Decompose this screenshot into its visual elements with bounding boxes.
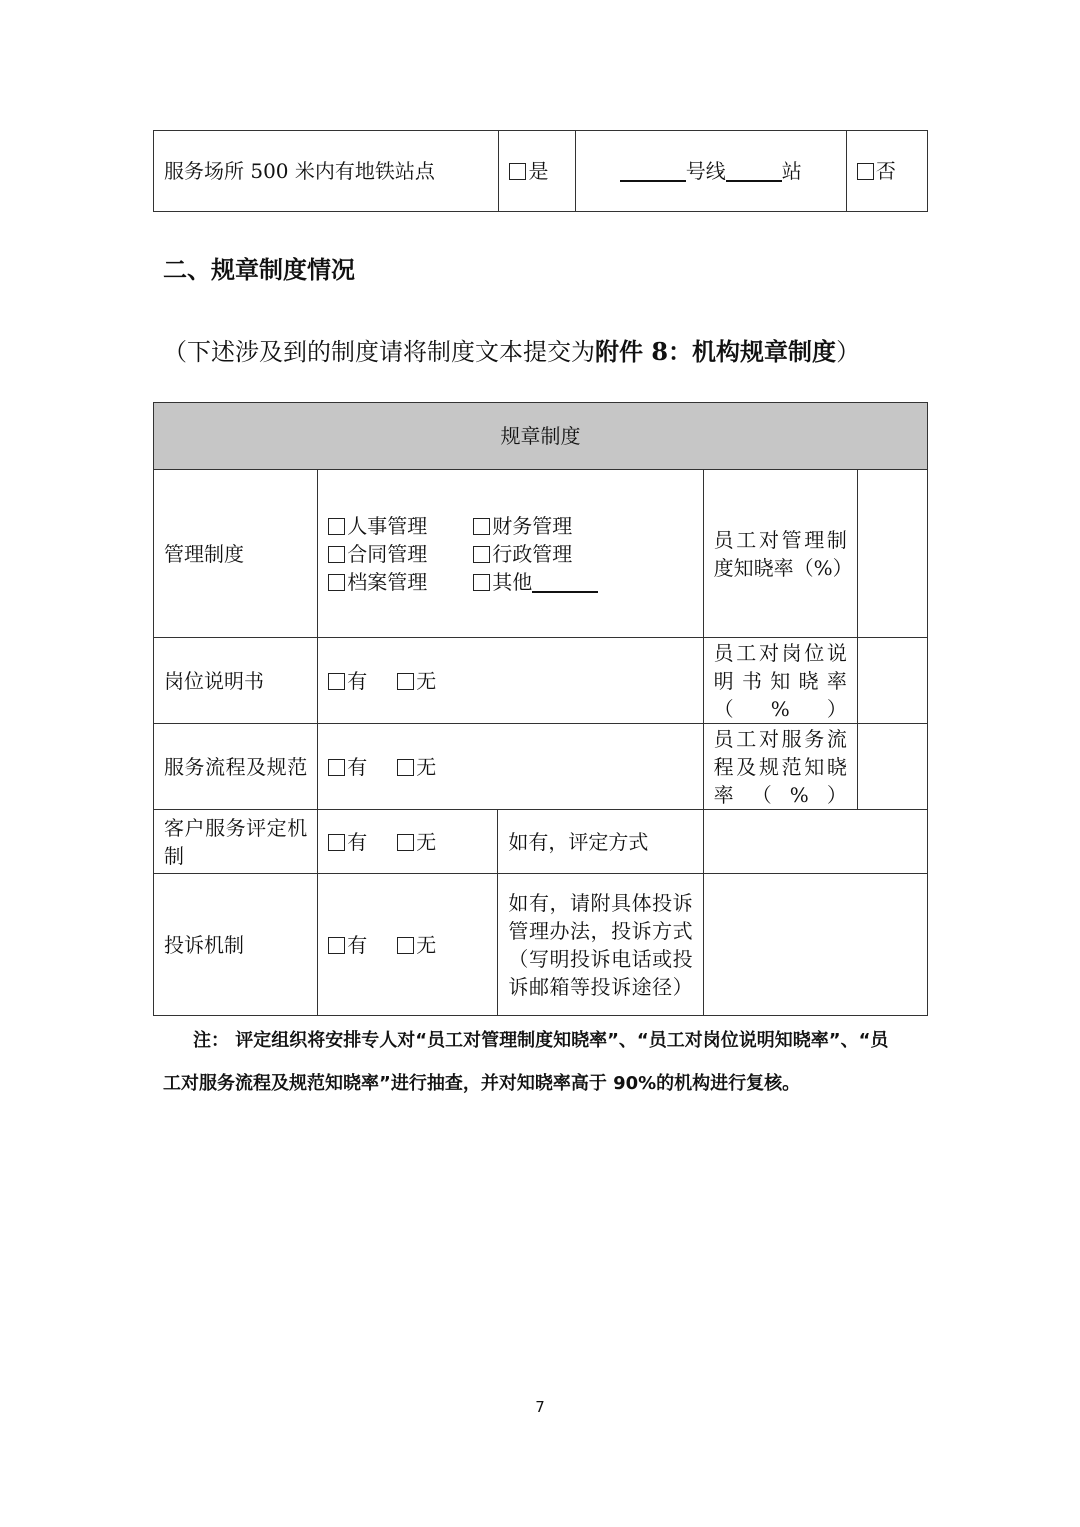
note-prefix: （下述涉及到的制度请将制度文本提交为 [163,338,595,366]
metro-table [153,130,928,212]
yes-label: 有 [347,754,368,779]
process-no-checkbox[interactable] [397,759,414,776]
post-awareness-value[interactable] [857,638,927,724]
mgmt-awareness-label: 员工对管理制度知晓率（%） [703,470,857,638]
metro-line-station-cell [575,131,846,212]
checkbox[interactable] [473,518,490,535]
metro-yes-checkbox[interactable] [509,163,526,180]
evaluation-detail: 如有，评定方式 [498,810,703,874]
complaint-label: 投诉机制 [154,874,318,1016]
line-suffix: 号线 [685,159,726,183]
evaluation-yes-checkbox[interactable] [328,834,345,851]
post-label: 岗位说明书 [154,638,318,724]
evaluation-method-input[interactable] [703,810,927,874]
mgmt-option[interactable] [328,568,473,596]
complaint-options [318,874,498,1016]
table-header: 规章制度 [154,403,928,470]
post-options [318,638,703,724]
note-attachment: 附件 8：机构规章制度 [595,337,837,366]
other-input[interactable] [532,571,598,593]
evaluation-options [318,810,498,874]
complaint-yes-checkbox[interactable] [328,937,345,954]
option-label: 合同管理 [347,541,428,566]
mgmt-option[interactable] [473,512,603,540]
mgmt-option[interactable] [473,568,603,596]
metro-no-cell [846,131,927,212]
checkbox[interactable] [328,574,345,591]
option-label: 档案管理 [347,569,428,594]
footnote-line-1: 注： 评定组织将安排专人对“员工对管理制度知晓率”、“员工对岗位说明知晓率”、“员 [193,1030,889,1051]
metro-label: 服务场所 500 米内有地铁站点 [154,131,499,212]
complaint-detail: 如有，请附具体投诉管理办法，投诉方式（写明投诉电话或投诉邮箱等投诉途径） [498,874,703,1016]
station-suffix: 站 [781,159,802,183]
process-options [318,724,703,810]
metro-yes-cell [499,131,575,212]
post-awareness-label: 员工对岗位说明书知晓率（%） [703,638,857,724]
metro-no-checkbox[interactable] [857,163,874,180]
line-number-input[interactable] [620,160,686,182]
mgmt-option[interactable] [328,540,473,568]
process-awareness-value[interactable] [857,724,927,810]
page-number: 7 [535,1398,545,1416]
yes-label: 有 [347,829,368,854]
evaluation-label: 客户服务评定机制 [154,810,318,874]
checkbox[interactable] [473,546,490,563]
post-no-checkbox[interactable] [397,673,414,690]
option-label: 其他 [492,569,533,594]
complaint-method-input[interactable] [703,874,927,1016]
checkbox[interactable] [473,574,490,591]
yes-label: 有 [347,668,368,693]
metro-yes-label: 是 [528,159,549,183]
station-name-input[interactable] [726,160,782,182]
no-label: 无 [416,932,437,957]
regulations-table [153,402,928,1016]
checkbox[interactable] [328,518,345,535]
mgmt-option[interactable] [473,540,603,568]
no-label: 无 [416,668,437,693]
option-label: 人事管理 [347,513,428,538]
section-note [163,332,860,367]
no-label: 无 [416,754,437,779]
evaluation-no-checkbox[interactable] [397,834,414,851]
post-yes-checkbox[interactable] [328,673,345,690]
process-label: 服务流程及规范 [154,724,318,810]
no-label: 无 [416,829,437,854]
mgmt-awareness-value[interactable] [857,470,927,638]
note-suffix: ） [836,338,861,366]
mgmt-label: 管理制度 [154,470,318,638]
process-awareness-label: 员工对服务流程及规范知晓率（%） [703,724,857,810]
mgmt-option[interactable] [328,512,473,540]
yes-label: 有 [347,932,368,957]
metro-no-label: 否 [875,159,896,183]
complaint-no-checkbox[interactable] [397,937,414,954]
option-label: 财务管理 [492,513,573,538]
section-title: 二、规章制度情况 [163,255,355,284]
checkbox[interactable] [328,546,345,563]
footnote-line-2: 工对服务流程及规范知晓率”进行抽查，并对知晓率高于 90%的机构进行复核。 [163,1073,801,1094]
option-label: 行政管理 [492,541,573,566]
process-yes-checkbox[interactable] [328,759,345,776]
mgmt-options-cell [318,470,703,638]
